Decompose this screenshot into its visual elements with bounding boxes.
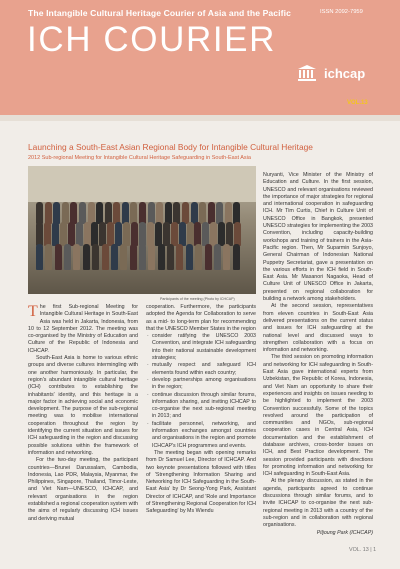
list-item: · continue discussion through similar forums, information sharing, and inviting ICHCAP to co-organise the next sub-regional meeting in 2013; and bbox=[152, 392, 256, 421]
photo-person bbox=[92, 244, 99, 270]
article-subheadline: 2012 Sub-regional Meeting for Intangible Cultural Heritage Safeguarding in South-East Asia bbox=[28, 155, 251, 161]
photo-person bbox=[79, 202, 86, 224]
photo-person bbox=[113, 202, 120, 224]
article-paragraph: At the plenary discussion, as stated in the agenda, participants agreed to continue discussions through similar forums, and to invite ICHCAP to co-organise the next sub-regional meeting in 2013 with a country of the sub-region and in collaboration with regional organisations. bbox=[263, 478, 373, 529]
photo-person bbox=[163, 222, 170, 246]
photo-person bbox=[167, 244, 174, 270]
photo-person bbox=[73, 244, 80, 270]
publication-title: ICH COURIER bbox=[27, 20, 276, 59]
article-paragraph: Nuryanti, Vice Minister of the Ministry of Education and Culture. In the first session, UNESCO and relevant organisations reviewed the importance of major strategies for regional and international cooperation in safeguarding ICH. Mr Tim Curtis, Chief in Culture Unit of UNESCO Office in Bangkok, presented UNESCO strategies for implementing the 2003 Convention, including capacity-building workshops and training of trainers in the Asia-Pacific region. Then, Mr Suparmin Sunjoyo, General Chairman of Indonesian National Puppetry Secretariat, gave a presentation on the various efforts in the ICH field in South-East Asia. Mr Masanori Nagaoka, Head of Culture Unit of UNESCO Office in Jakarta, presented on regional collaboration for building a network among stakeholders. bbox=[263, 172, 373, 303]
photo-person bbox=[233, 244, 240, 270]
photo-person bbox=[173, 202, 180, 224]
photo-person bbox=[60, 222, 67, 246]
photo-person bbox=[233, 202, 240, 224]
photo-person bbox=[44, 222, 51, 246]
photo-person bbox=[122, 202, 129, 224]
photo-person bbox=[165, 202, 172, 224]
photo-person bbox=[195, 244, 202, 270]
masthead bbox=[0, 0, 400, 115]
photo-person bbox=[179, 222, 186, 246]
photo-person bbox=[68, 222, 75, 246]
page-footer bbox=[0, 543, 400, 569]
photo-person bbox=[102, 244, 109, 270]
group-photo bbox=[28, 166, 256, 294]
photo-person bbox=[84, 222, 91, 246]
article-paragraph: The meeting began with opening remarks from Dr Samuel Lee, Director of ICHCAP. And two keynote presentations followed with titles of 'Strengthening Information Sharing and Networking for ICH Safeguarding in the South-East Asia' by Dr Seong-Yong Park, Assistant Director of ICHCAP, and 'Role and Importance of Strengthening Regional Cooperation for ICH Safeguarding' by Ms Wiendu bbox=[146, 449, 256, 515]
photo-person bbox=[147, 222, 154, 246]
photo-person bbox=[53, 202, 60, 224]
photo-person bbox=[176, 244, 183, 270]
article-paragraph: At the second session, representatives from eleven countries in South-East Asia delivered presentations on the current status and issues for ICH safeguarding at the national level and discussed ways to strengthen collaboration with a focus on information and networking. bbox=[263, 303, 373, 354]
photo-person bbox=[45, 244, 52, 270]
photo-person bbox=[139, 202, 146, 224]
article-paragraph: The third session on promoting information and networking for ICH safeguarding in South-East Asia gave international experts from Uzbekistan, the Republic of Korea, Indonesia, and Viet Nam an opportunity to share their experiences and insights on issues needing to be highlighted to implement the 2003 Convention successfully. Some of the topics revolved around the participation of communities and NGOs, sub-regional cooperation cases in Central Asia, ICH documentation and the establishment of database archives, cross-border issues on ICH, and Best Practice development. The session provided participants with directions for promoting information and networking for ICH safeguarding in South-East Asia. bbox=[263, 354, 373, 478]
photo-person bbox=[111, 244, 118, 270]
article-paragraph: cooperation. Furthermore, the participants adopted the Agenda for Collaboration to serve as a mid- to long-term plan for recommending that the UNESCO Member States in the region bbox=[146, 304, 256, 332]
photo-person bbox=[36, 202, 43, 224]
photo-person bbox=[187, 222, 194, 246]
photo-person bbox=[199, 202, 206, 224]
masthead-tagline: The Intangible Cultural Heritage Courier of Asia and the Pacific bbox=[28, 8, 291, 18]
photo-person bbox=[155, 222, 162, 246]
photo-person bbox=[148, 244, 155, 270]
photo-person bbox=[139, 244, 146, 270]
list-item: · consider ratifying the UNESCO 2003 Convention, and integrate ICH safeguarding into their national sustainable development strategies; bbox=[152, 333, 256, 362]
unesco-logo-icon bbox=[297, 64, 317, 82]
photo-person bbox=[210, 222, 217, 246]
photo-person bbox=[88, 202, 95, 224]
masthead-divider bbox=[0, 115, 400, 121]
ichcap-logo: ichcap bbox=[324, 66, 366, 81]
article-paragraph: he first Sub-regional Meeting for Intangible Cultural Heritage in South-East Asia was held in Jakarta, Indonesia, from 10 to 12 September 2012. The meeting was co-organised by the Ministry of Education and Culture of the Republic of Indonesia and ICHCAP. bbox=[28, 304, 138, 354]
photo-person bbox=[226, 222, 233, 246]
photo-person bbox=[91, 222, 98, 246]
photo-person bbox=[186, 244, 193, 270]
photo-person bbox=[36, 244, 43, 270]
list-item: · develop partnerships among organisations in the region; bbox=[152, 377, 256, 392]
article-column-2 bbox=[146, 304, 256, 516]
article-paragraph: For the two-day meeting, the participant countries—Brunei Darussalam, Cambodia, Indonesia, Lao PDR, Malaysia, Myanmar, the Philippines, Singapore, Thailand, Timor-Leste, and Viet Nam—UNESCO, ICHCAP, and relevant organisations in the region established a regional cooperation system with the aims of regularly discussing ICH issues and deriving mutual bbox=[28, 457, 138, 522]
photo-person bbox=[52, 222, 59, 246]
photo-participants bbox=[36, 200, 248, 286]
photo-person bbox=[99, 222, 106, 246]
photo-person bbox=[234, 222, 241, 246]
photo-person bbox=[225, 202, 232, 224]
photo-person bbox=[64, 244, 71, 270]
photo-person bbox=[223, 244, 230, 270]
article-paragraph: South-East Asia is home to various ethnic groups and diverse cultures intermingling with one another harmoniously. In particular, the region's abundant intangible cultural heritage (ICH) contributes to establishing the inhabitants' identity, and this heritage is a major factor in achieving social and economic development. The purpose of the sub-regional meeting was to mobilise international cooperation throughout the region by identifying the current situation and issues for ICH safeguarding in the region and discussing possible solutions within the framework of information and networking. bbox=[28, 355, 138, 456]
photo-person bbox=[216, 202, 223, 224]
photo-person bbox=[182, 202, 189, 224]
photo-person bbox=[62, 202, 69, 224]
photo-person bbox=[214, 244, 221, 270]
photo-person bbox=[158, 244, 165, 270]
photo-person bbox=[218, 222, 225, 246]
photo-person bbox=[107, 222, 114, 246]
dropcap: T bbox=[28, 303, 38, 320]
volume-label: VOL.13 bbox=[347, 100, 368, 106]
photo-person bbox=[36, 222, 43, 246]
list-item: · mutually respect and safeguard ICH elements found within each country; bbox=[152, 362, 256, 377]
photo-person bbox=[131, 222, 138, 246]
photo-person bbox=[202, 222, 209, 246]
list-item: · facilitate personnel, networking, and information exchanges amongst countries and organisations in the region and promote ICHCAP's ICH programmes and events. bbox=[152, 421, 256, 450]
logos bbox=[297, 64, 377, 82]
photo-person bbox=[96, 202, 103, 224]
photo-person bbox=[83, 244, 90, 270]
photo-person bbox=[105, 202, 112, 224]
photo-person bbox=[148, 202, 155, 224]
photo-person bbox=[115, 222, 122, 246]
photo-person bbox=[171, 222, 178, 246]
photo-person bbox=[130, 244, 137, 270]
photo-person bbox=[208, 202, 215, 224]
article-headline: Launching a South-East Asian Regional Body for Intangible Cultural Heritage bbox=[28, 142, 313, 152]
recommendations-list bbox=[146, 333, 256, 450]
photo-person bbox=[156, 202, 163, 224]
photo-person bbox=[130, 202, 137, 224]
page-number: VOL. 13 | 1 bbox=[349, 547, 377, 553]
photo-person bbox=[76, 222, 83, 246]
photo-person bbox=[120, 244, 127, 270]
photo-person bbox=[139, 222, 146, 246]
author-signature: Piljoung Park (ICHCAP) bbox=[316, 529, 373, 536]
issn-number: ISSN 2092-7959 bbox=[320, 9, 363, 15]
photo-person bbox=[205, 244, 212, 270]
photo-person bbox=[45, 202, 52, 224]
article-column-1 bbox=[28, 304, 138, 523]
photo-person bbox=[123, 222, 130, 246]
photo-person bbox=[55, 244, 62, 270]
photo-caption: Participants of the meeting (Photo by ICHCAP) bbox=[160, 297, 235, 301]
photo-person bbox=[70, 202, 77, 224]
photo-person bbox=[191, 202, 198, 224]
photo-backdrop bbox=[28, 166, 256, 202]
article-column-3 bbox=[263, 172, 373, 537]
photo-person bbox=[194, 222, 201, 246]
